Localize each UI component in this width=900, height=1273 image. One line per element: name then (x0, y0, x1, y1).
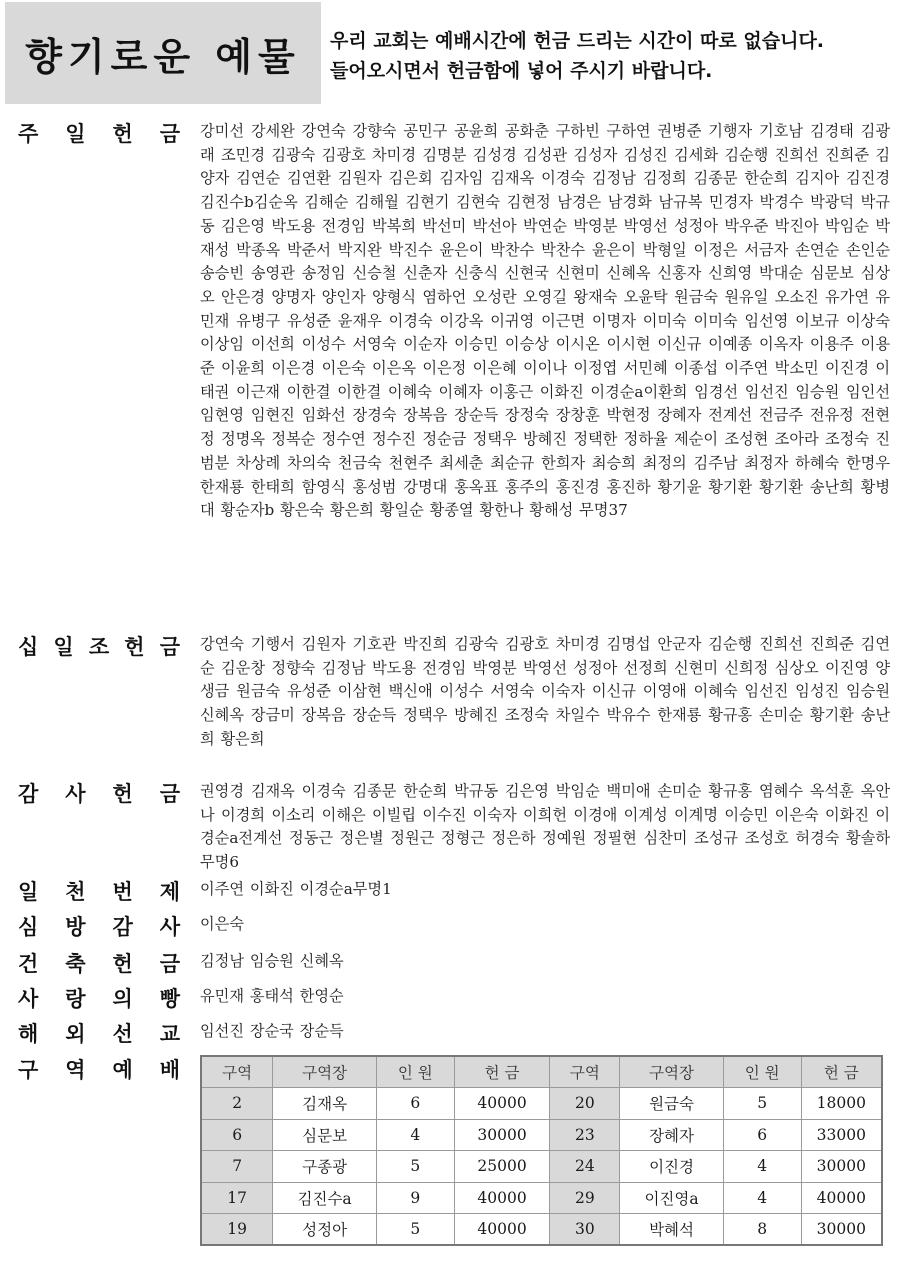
table-cell: 5 (376, 1214, 454, 1246)
table-row (201, 1214, 882, 1246)
section-label-building (18, 952, 180, 976)
label-char: 방 (65, 915, 86, 939)
table-row (201, 1119, 882, 1151)
label-char: 배 (159, 1058, 180, 1082)
table-cell: 심문보 (273, 1119, 377, 1151)
notice (330, 26, 890, 86)
name-list-visit: 이은숙 (200, 915, 245, 933)
table-cell: 30 (550, 1214, 620, 1246)
col-header: 구역장 (620, 1056, 724, 1088)
label-char: 일 (18, 880, 39, 904)
name-list-bread: 유민재 홍태석 한영순 (200, 987, 344, 1005)
table-cell: 40000 (454, 1214, 550, 1246)
table-row (201, 1088, 882, 1120)
label-char: 감 (112, 915, 133, 939)
label-char: 금 (159, 122, 180, 146)
table-cell: 25000 (454, 1151, 550, 1183)
table-cell: 40000 (454, 1088, 550, 1120)
label-char: 건 (18, 952, 39, 976)
table-cell: 18000 (801, 1088, 882, 1120)
table-cell: 6 (201, 1119, 273, 1151)
name-list-thanks: 권영경 김재옥 이경숙 김종문 한순희 박규동 김은영 박임순 백미애 손미순 황규홍 염혜수 옥석훈 옥안나 이경희 이소리 이해은 이빌립 이수진 이숙자 이희헌 이경애 이계성 이계명 이승민 이은숙 이화진 이경순a전계선 정동근 정은별 정원근 정형근 정은하 정예원 정필현 심찬미 조성규 조성호 허경숙 황솔하 무명6 (200, 782, 890, 872)
label-char: 예 (112, 1058, 133, 1082)
name-list-building: 김정남 임승원 신혜옥 (200, 952, 344, 970)
label-char: 역 (65, 1058, 86, 1082)
label-char: 천 (65, 880, 86, 904)
label-char: 구 (18, 1058, 39, 1082)
label-char: 해 (18, 1022, 39, 1046)
table-cell: 19 (201, 1214, 273, 1246)
table-cell: 40000 (801, 1182, 882, 1214)
label-char: 헌 (112, 122, 133, 146)
notice-line-1: 우리 교회는 예배시간에 헌금 드리는 시간이 따로 없습니다. (330, 30, 825, 52)
label-char: 금 (159, 635, 180, 659)
table-cell: 5 (376, 1151, 454, 1183)
label-char: 일 (53, 635, 74, 659)
table-cell: 20 (550, 1088, 620, 1120)
table-cell: 이진경 (620, 1151, 724, 1183)
header (0, 0, 900, 106)
col-header: 구역 (201, 1056, 273, 1088)
section-label-thanks (18, 782, 180, 806)
table-header-row (201, 1056, 882, 1088)
name-list-ilcheon: 이주연 이화진 이경순a무명1 (200, 880, 392, 898)
col-header: 헌 금 (454, 1056, 550, 1088)
table-cell: 6 (723, 1119, 801, 1151)
table-cell: 40000 (454, 1182, 550, 1214)
table-cell: 원금숙 (620, 1088, 724, 1120)
label-char: 헌 (112, 782, 133, 806)
col-header: 인 원 (723, 1056, 801, 1088)
table-cell: 박혜석 (620, 1214, 724, 1246)
label-char: 선 (112, 1022, 133, 1046)
region-table (200, 1055, 883, 1246)
table-row (201, 1151, 882, 1183)
table-cell: 7 (201, 1151, 273, 1183)
table-cell: 6 (376, 1088, 454, 1120)
table-cell: 4 (723, 1182, 801, 1214)
label-char: 축 (65, 952, 86, 976)
label-char: 의 (112, 987, 133, 1011)
table-cell: 이진영a (620, 1182, 724, 1214)
table-cell: 17 (201, 1182, 273, 1214)
table-cell: 30000 (454, 1119, 550, 1151)
name-list-tithe: 강연숙 기행서 김원자 기호관 박진희 김광숙 김광호 차미경 김명섭 안군자 김순행 진희선 진희준 김연순 김운창 정향숙 김정남 박도용 전경임 박영분 박영선 성정아 선정희 신현미 신희정 심상오 이진영 양생금 원금숙 유성준 이삼현 백신애 이성수 서영숙 이숙자 이신규 이영애 이혜숙 임선진 임성진 임승원 신혜옥 장금미 장복음 장순득 정택우 방혜진 조정숙 차일수 박유수 한재룡 황규홍 손미순 황기환 송난희 황은희 (200, 635, 890, 748)
label-char: 헌 (112, 952, 133, 976)
col-header: 구역장 (273, 1056, 377, 1088)
label-char: 조 (88, 635, 110, 659)
table-cell: 24 (550, 1151, 620, 1183)
table-row (201, 1182, 882, 1214)
name-list-mission: 임선진 장순국 장순득 (200, 1022, 344, 1040)
label-char: 사 (65, 782, 86, 806)
section-label-tithe (18, 635, 180, 659)
col-header: 구역 (550, 1056, 620, 1088)
label-char: 제 (159, 880, 180, 904)
col-header: 헌 금 (801, 1056, 882, 1088)
label-char: 번 (112, 880, 133, 904)
label-char: 헌 (124, 635, 145, 659)
table-cell: 9 (376, 1182, 454, 1214)
section-label-sunday (18, 122, 180, 146)
table-cell: 23 (550, 1119, 620, 1151)
table-cell: 4 (723, 1151, 801, 1183)
table-cell: 김진수a (273, 1182, 377, 1214)
name-list-sunday: 강미선 강세완 강연숙 강향숙 공민구 공윤희 공화춘 구하빈 구하연 권병준 기행자 기호남 김경태 김광래 조민경 김광숙 김광호 차미경 김명분 김성경 김성관 김성자 김성진 김세화 김순행 진희선 진희준 김양자 김연순 김연환 김원자 김은회 김자임 김재옥 이경숙 김정남 김정희 김종문 한순희 김지아 김진경 김진수b김순옥 김해순 김해월 김현기 김현숙 김현정 남경은 남경화 남규복 민경자 박경수 박광덕 박규동 김은영 박도용 전경임 박복희 박선미 박선아 박연순 박영분 박영선 성정아 박우준 박진아 박임순 박재성 박종옥 박준서 박지완 박진수 윤은이 박찬수 박찬수 윤은이 박형일 이정은 서금자 손연순 손인순 송승빈 송영관 송정임 신승철 신춘자 신충식 신현국 신현미 신혜옥 신홍자 신희영 박대순 심문보 심상오 안은경 양명자 양인자 양형식 염하언 오성란 오영길 왕재숙 오윤탁 원금숙 원유일 오소진 유가연 유민재 유병구 유성준 윤재우 이경숙 이강옥 이귀영 이근면 이명자 이미숙 이미숙 임선영 이보규 이상숙 이상임 이선희 이성수 서영숙 이순자 이승민 이승상 이시온 이시현 이신규 이예종 이옥자 이용주 이용준 이윤희 이은경 이은숙 이은옥 이은정 이은혜 이이나 이정엽 서민혜 이종섭 이주연 박소민 이진경 이태권 이근재 이한결 이한결 이혜숙 이혜자 이홍근 이화진 이경순a이환희 임경선 임선진 임승원 임인선 임현영 임현진 임화선 장경숙 장복음 장순득 장정숙 장창훈 박현정 장혜자 전계선 전금주 전유정 전현정 정명옥 정복순 정수연 정수진 정순금 정택우 방혜진 정택한 정하율 제순이 조성현 조아라 조정숙 진범분 차상례 차의숙 천금숙 천현주 최세춘 최순규 한희자 최승희 최정의 김주남 최정자 하혜숙 한명우 한재룡 한태희 함영식 홍성범 강명대 홍옥표 홍주의 홍진경 홍진하 황기윤 황기환 황기환 송난희 황병대 황순자b 황은숙 황은희 황일순 황종열 황한나 황해성 무명37 (200, 122, 890, 520)
notice-line-2: 들어오시면서 헌금함에 넣어 주시기 바랍니다. (330, 60, 713, 82)
label-char: 감 (18, 782, 39, 806)
table-cell: 구종광 (273, 1151, 377, 1183)
table-cell: 2 (201, 1088, 273, 1120)
table-cell: 김재옥 (273, 1088, 377, 1120)
table-cell: 29 (550, 1182, 620, 1214)
label-char: 주 (18, 122, 39, 146)
label-char: 금 (159, 782, 180, 806)
label-char: 심 (18, 915, 39, 939)
table-cell: 5 (723, 1088, 801, 1120)
table-cell: 33000 (801, 1119, 882, 1151)
label-char: 십 (18, 635, 39, 659)
section-label-visit (18, 915, 180, 939)
section-label-mission (18, 1022, 180, 1046)
label-char: 외 (65, 1022, 86, 1046)
title-box (5, 2, 321, 104)
page-title: 향기로운 예물 (25, 34, 301, 79)
table-cell: 장혜자 (620, 1119, 724, 1151)
section-label-bread (18, 987, 180, 1011)
table-cell: 4 (376, 1119, 454, 1151)
label-char: 금 (159, 952, 180, 976)
label-char: 교 (159, 1022, 180, 1046)
label-char: 일 (65, 122, 86, 146)
table-cell: 성정아 (273, 1214, 377, 1246)
label-char: 사 (159, 915, 180, 939)
label-char: 사 (18, 987, 39, 1011)
section-label-ilcheon (18, 880, 180, 904)
table-cell: 8 (723, 1214, 801, 1246)
table-cell: 30000 (801, 1151, 882, 1183)
label-char: 빵 (159, 987, 180, 1011)
table-cell: 30000 (801, 1214, 882, 1246)
label-char: 랑 (65, 987, 86, 1011)
section-label-region (18, 1058, 180, 1082)
col-header: 인 원 (376, 1056, 454, 1088)
